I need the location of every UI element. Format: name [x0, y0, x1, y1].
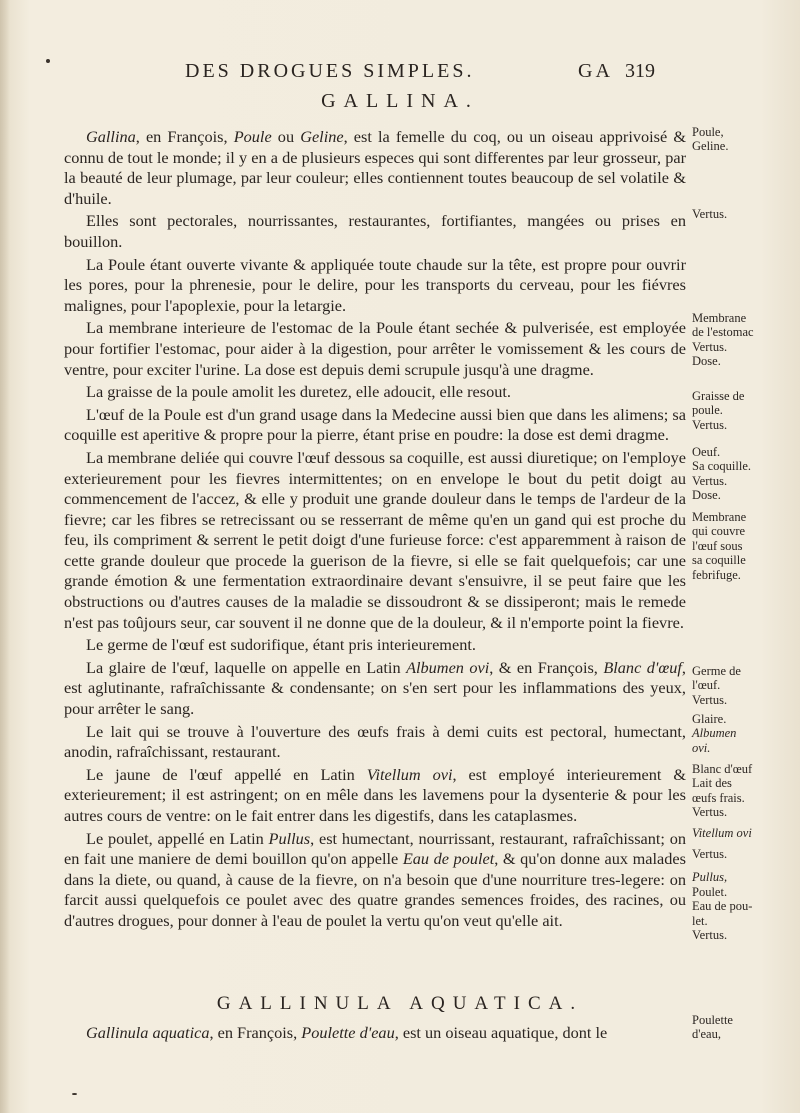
margin-note-line: poule.	[692, 403, 723, 418]
margin-note-line: Glaire.	[692, 712, 727, 726]
italic-term: Albumen ovi	[406, 657, 490, 677]
margin-note-line: Vertus.	[692, 928, 728, 943]
margin-note-line: Vertus.	[692, 847, 728, 861]
margin-note-line: Graisse de	[692, 389, 745, 403]
margin-note-poulette	[692, 1013, 797, 1042]
text-run: La membrane interieure de l'estomac de la Poule étant sechée & pulverisée, est employée pour fortifier l'estomac, pour aider à la digestion, pour arrêter le vomissement & les cours de ventre, pour exciter l'urine. La dose est depuis demi scrupule jusqu'à une dragme.	[64, 318, 686, 379]
margin-note-line: Membrane	[692, 311, 747, 325]
text-run: , & en François,	[489, 657, 604, 677]
margin-note-line: sa coquille	[692, 553, 746, 568]
page-number: 319	[625, 60, 655, 82]
margin-note-line: Poulet.	[692, 885, 728, 899]
margin-note-line: Poulette	[692, 1013, 733, 1027]
italic-term: Vitellum ovi	[366, 764, 453, 784]
margin-note-line: Pullus,	[692, 870, 728, 884]
text-run: , est aglutinante, rafraîchissante & condensante; on s'en sert pour les inflammations des yeux, pour arrêter le sang.	[64, 657, 686, 719]
text-run: , est humectant, nourrissant, restaurant, rafraîchissant; on en fait une maniere de demi bouillon qu'on appelle	[64, 828, 686, 869]
paragraph	[64, 382, 686, 403]
italic-term: Blanc d'œuf	[603, 657, 682, 677]
margin-note-line: Oeuf.	[692, 445, 721, 459]
paragraph	[64, 318, 686, 380]
page-edge-shadow	[0, 0, 10, 1113]
text-run: , & qu'on donne aux malades dans la diete, ou quand, à cause de la fievre, on n'a besoin que d'une nourriture tres-legere: on farcit aussi quelquefois ce poulet avec des quatre grandes semences froides, des racines, ou d'autres drogues, pour donner à l'eau de poulet la vertu qu'on veut qu'elle ait.	[64, 849, 686, 930]
running-title: DES DROGUES SIMPLES.	[185, 60, 475, 82]
section-title: GALLINULA AQUATICA.	[216, 993, 584, 1014]
margin-note-line: Dose.	[692, 488, 721, 503]
margin-note-line: Vertus.	[692, 417, 728, 432]
margin-note-line: Vertus.	[692, 339, 728, 354]
margin-note-glaire	[692, 712, 797, 755]
margin-note-vertus-1	[692, 207, 797, 221]
margin-note-line: Blanc d'œuf	[692, 762, 753, 776]
margin-note-poule	[692, 125, 797, 154]
margin-note-line: l'œuf sous	[692, 538, 743, 553]
text-run: ou	[271, 127, 301, 146]
paragraph	[64, 211, 686, 252]
text-run: Le jaune de l'œuf appellé en Latin	[86, 764, 367, 784]
paragraph	[64, 635, 686, 656]
last-paragraph	[64, 1023, 686, 1044]
paragraph	[64, 127, 686, 209]
text-run: , est un oiseau aquatique, dont le	[394, 1023, 608, 1042]
article-title: GALLINA.	[321, 90, 479, 112]
margin-note-poulet	[692, 885, 797, 943]
text-run: , est employé interieurement & exterieurement; il est astringent; on en mêle dans les lavemens pour la dysenterie & pour les autres cours de ventre: on le fait entrer dans les digestifs, dans les cataplasmes.	[64, 764, 686, 825]
margin-note-vertus-2	[692, 847, 797, 861]
text-run: La Poule étant ouverte vivante & appliquée toute chaude sur la tête, est propre pour ouvrir les pores, pour la phrenesie, pour le delire, pour les transports du cerveau, pour les fiévres malignes, pour l'apoplexie, pour la letargie.	[64, 254, 686, 315]
italic-term: Eau de poulet	[402, 849, 495, 869]
margin-note-oeuf	[692, 445, 797, 503]
margin-note-line: qui couvre	[692, 524, 746, 539]
text-run: Le poulet, appellé en Latin	[86, 828, 269, 848]
margin-note-line: ovi.	[692, 740, 711, 755]
italic-term: Gallinula aquatica	[86, 1023, 210, 1042]
margin-note-membrane-oeuf	[692, 510, 797, 582]
text-run: La glaire de l'œuf, laquelle on appelle en Latin	[86, 657, 407, 677]
margin-note-line: de l'estomac	[692, 325, 754, 340]
text-run: Elles sont pectorales, nourrissantes, restaurantes, fortifiantes, mangées ou prises en bouillon.	[64, 211, 686, 251]
italic-term: Pullus	[268, 828, 311, 848]
margin-note-line: Membrane	[692, 510, 747, 524]
paragraph	[64, 448, 686, 633]
text-run: La membrane deliée qui couvre l'œuf dessous sa coquille, est aussi diuretique; on l'employe exterieurement pour les fievres intermittentes; on en envelope le bout du petit doigt au commencement de l'accez, & elle y produit une grande douleur dans le temps de l'ardeur de la fievre; car les fibres se retrecissant ou se resserrant de même qu'en un gand qui est proche du feu, ils compriment & serrent le petit doigt d'une furieuse force: c'est apparemment à raison de cette grande douleur que procede la guerison de la fievre, si elle se fait quelquefois; car une grande émotion & une fermentation extraordinaire devant s'ensuivre, il se peut faire que les obstructions ou d'autres causes de la maladie se dissoudront & se dissiperont; mais le remede n'est pas toûjours seur, car souvent il ne donne que de la douleur, & il n'emporte point la fievre.	[64, 447, 686, 632]
paragraph	[64, 829, 686, 932]
paragraph	[64, 765, 686, 827]
margin-note-line: Geline.	[692, 139, 729, 154]
margin-note-graisse	[692, 389, 797, 432]
italic-term: Gallina	[86, 127, 136, 146]
text-run: Le germe de l'œuf est sudorifique, étant pris interieurement.	[86, 635, 476, 655]
print-speck	[46, 59, 50, 63]
margin-note-line: l'œuf.	[692, 678, 721, 693]
margin-note-line: Vertus.	[692, 805, 728, 820]
margin-note-line: Poule,	[692, 125, 724, 139]
text-run: , est la femelle du coq, ou un oiseau apprivoisé & connu de tout le monde; il y en a de plusieurs especes qui sont differentes par leur grosseur, par la beauté de leur plumage, par leur couleur; elles contiennent toutes beaucoup de sel volatile & d'huile.	[64, 127, 686, 208]
margin-note-line: Germe de	[692, 664, 741, 678]
text-run: Le lait qui se trouve à l'ouverture des œufs frais à demi cuits est pectoral, humectant, anodin, rafraîchissant, restaurant.	[64, 721, 686, 762]
margin-note-line: Vertus.	[692, 207, 728, 221]
text-run: L'œuf de la Poule est d'un grand usage dans la Medecine aussi bien que dans les alimens; sa coquille est aperitive & propre pour la pierre, étant prise en poudre: la dose est demi dragme.	[64, 404, 686, 445]
text-run: , en François,	[209, 1023, 302, 1042]
italic-term: Poulette d'eau	[301, 1023, 395, 1042]
margin-note-vitellum	[692, 826, 797, 840]
margin-note-germe	[692, 664, 797, 707]
margin-note-membrane	[692, 311, 797, 369]
paragraph	[64, 658, 686, 720]
margin-note-line: œufs frais.	[692, 790, 745, 805]
margin-note-line: let.	[692, 913, 708, 928]
paragraph	[64, 722, 686, 763]
paragraph	[64, 405, 686, 446]
margin-note-line: Dose.	[692, 354, 721, 369]
paragraph	[64, 255, 686, 317]
margin-note-line: Sa coquille.	[692, 459, 752, 474]
italic-term: Poule	[233, 127, 272, 146]
header-letters: GA	[578, 60, 613, 82]
margin-note-line: d'eau,	[692, 1027, 721, 1042]
margin-note-line: febrifuge.	[692, 567, 741, 582]
margin-note-pullus	[692, 870, 797, 884]
margin-note-line: Vertus.	[692, 692, 728, 707]
margin-note-line: Vitellum ovi	[692, 826, 752, 840]
italic-term: Geline	[300, 127, 344, 146]
margin-note-line: Lait des	[692, 776, 732, 791]
text-run: , en François,	[135, 127, 234, 146]
text-run: La graisse de la poule amolit les duretez, elle adoucit, elle resout.	[86, 382, 511, 402]
margin-note-blanc-lait	[692, 762, 797, 820]
margin-note-line: Albumen	[692, 726, 737, 741]
margin-note-line: Vertus.	[692, 473, 728, 488]
article-body	[64, 127, 686, 932]
margin-note-line: Eau de pou-	[692, 899, 753, 914]
print-speck	[72, 1093, 77, 1095]
